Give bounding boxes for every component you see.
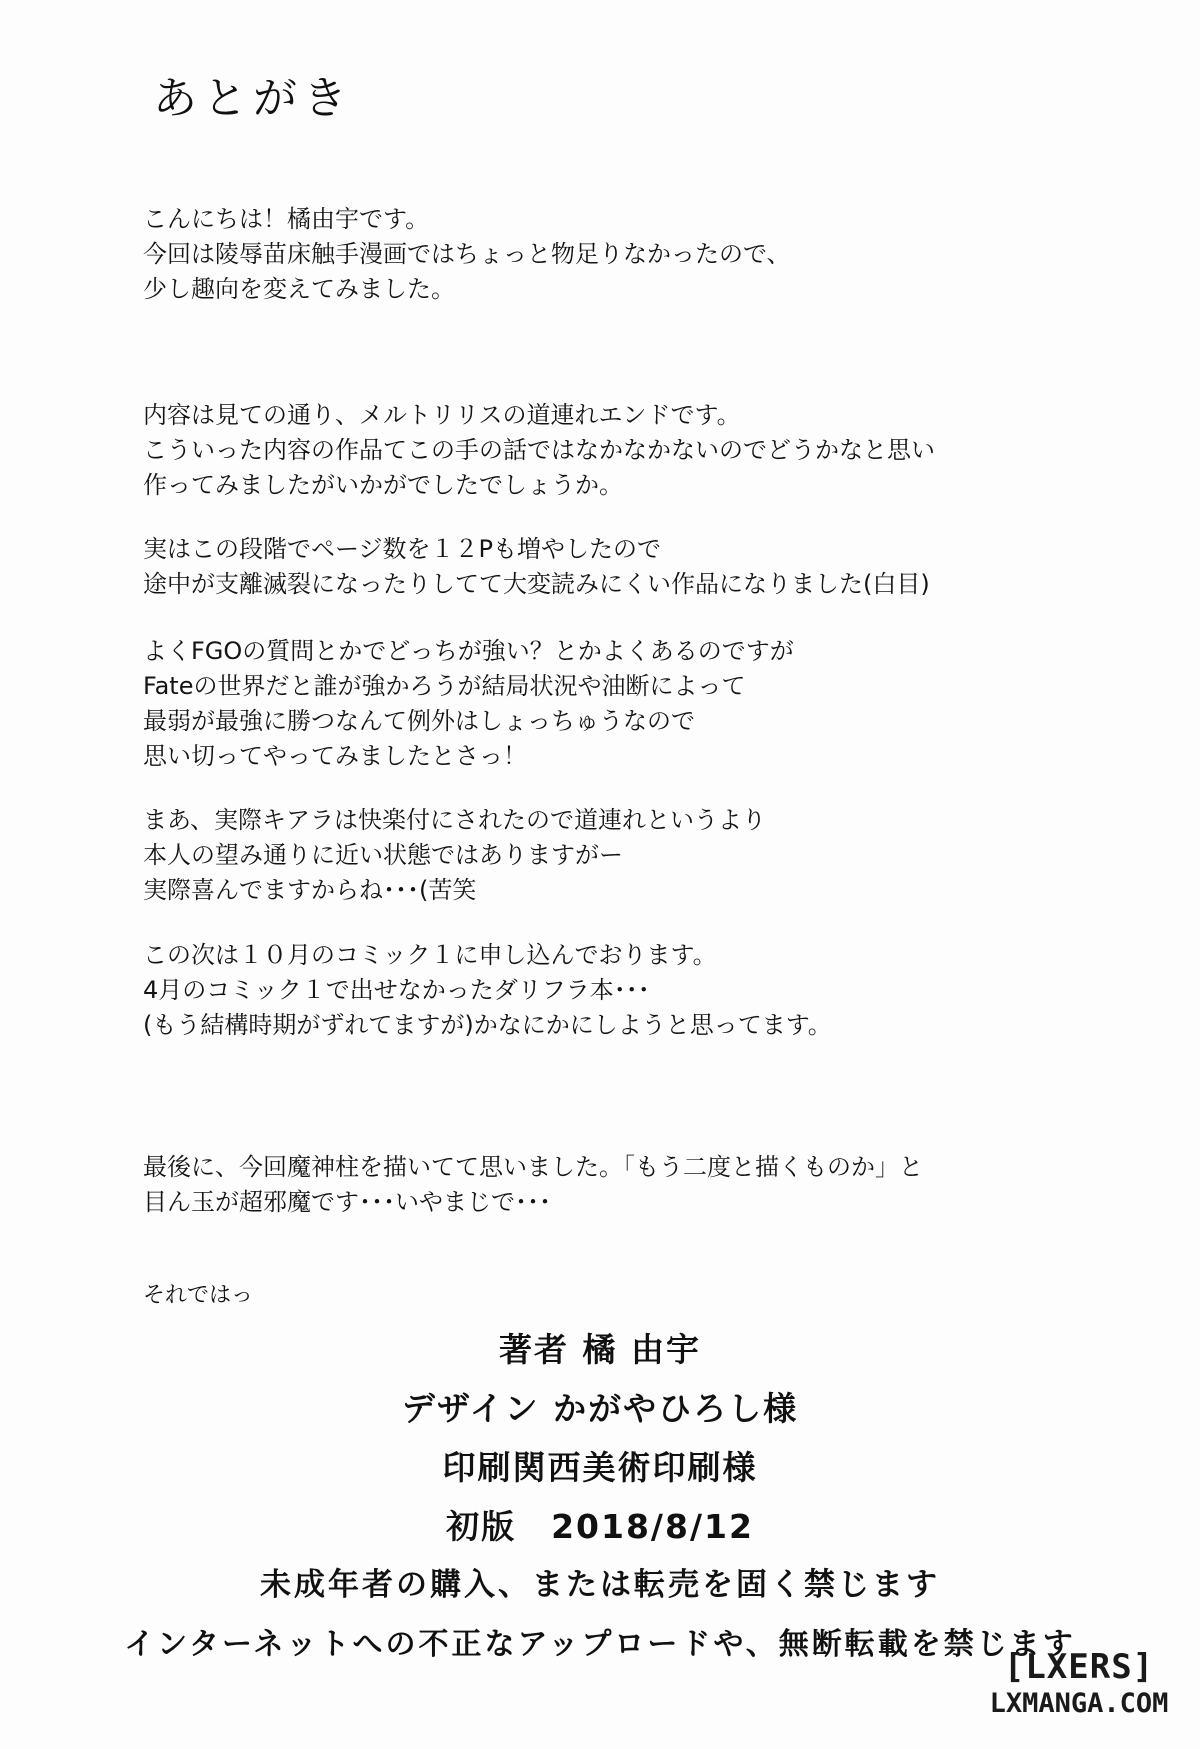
paragraph-greeting [143,202,791,307]
paragraph-line: 思い切ってやってみましたとさっ！ [143,742,527,770]
paragraph-line: 4月のコミック１で出せなかったダリフラ本･･･ [143,976,650,1004]
closing-line: それではっ [143,1283,254,1308]
paragraph-line: Fateの世界だと誰が強かろうが結局状況や油断によって [143,672,746,700]
paragraph-line: 少し趣向を変えてみました。 [143,275,455,303]
paragraph-line: こんにちは！橘由宇です。 [143,205,430,233]
credit-author: 著者 橘 由宇 [499,1330,701,1369]
paragraph-line: 途中が支離滅裂になったりしてて大変読みにくい作品になりました(白目) [143,570,930,598]
paragraph-final [143,1150,923,1220]
notice-minors: 未成年者の購入、または転売を固く禁じます [260,1567,940,1603]
paragraph-content [143,398,935,503]
credit-first-edition: 初版 2018/8/12 [446,1507,754,1546]
paragraph-kiara [143,803,766,908]
paragraph-line: 今回は陵辱苗床触手漫画ではちょっと物足りなかったので、 [143,240,791,268]
paragraph-line: まあ、実際キアラは快楽付にされたので道連れというより [143,806,767,834]
paragraph-line: よくFGOの質問とかでどっちが強い？とかよくあるのですが [143,637,794,665]
credit-printing: 印刷関西美術印刷様 [442,1448,758,1487]
paragraph-page-count [143,532,930,602]
page-title: あとがき [153,73,353,124]
paragraph-line: 目ん玉が超邪魔です･･･いやまじで･･･ [143,1188,551,1216]
watermark-site-name: LXMANGA.COM [989,1688,1169,1719]
paragraph-line: 本人の望み通りに近い状態ではありますがー [143,841,623,869]
colophon [0,1320,1200,1674]
paragraph-line: 最後に、今回魔神柱を描いてて思いました。「もう二度と描くものか」と [143,1153,923,1181]
notice-upload: インターネットへの不正なアップロードや、無断転載を禁じます [124,1627,1076,1662]
paragraph-line: 最弱が最強に勝つなんて例外はしょっちゅうなので [143,707,695,735]
paragraph-line: 実はこの段階でページ数を１２Pも増やしたので [143,535,661,563]
paragraph-line: 実際喜んでますからね･･･(苦笑 [143,876,477,904]
paragraph-line: 作ってみましたがいかがでしたでしょうか。 [143,471,623,499]
paragraph-line: こういった内容の作品てこの手の話ではなかなかないのでどうかなと思い [143,436,935,464]
site-watermark [974,1647,1184,1721]
paragraph-next-event [143,938,832,1043]
paragraph-line: 内容は見ての通り、メルトリリスの道連れエンドです。 [143,401,741,429]
paragraph-line: (もう結構時期がずれてますが)かなにかにしようと思ってます。 [143,1011,832,1039]
paragraph-fgo [143,634,794,774]
paragraph-line: この次は１０月のコミック１に申し込んでおります。 [143,941,717,969]
credit-design: デザイン かがやひろし様 [401,1389,799,1428]
watermark-group-tag: [LXERS] [1003,1647,1155,1687]
